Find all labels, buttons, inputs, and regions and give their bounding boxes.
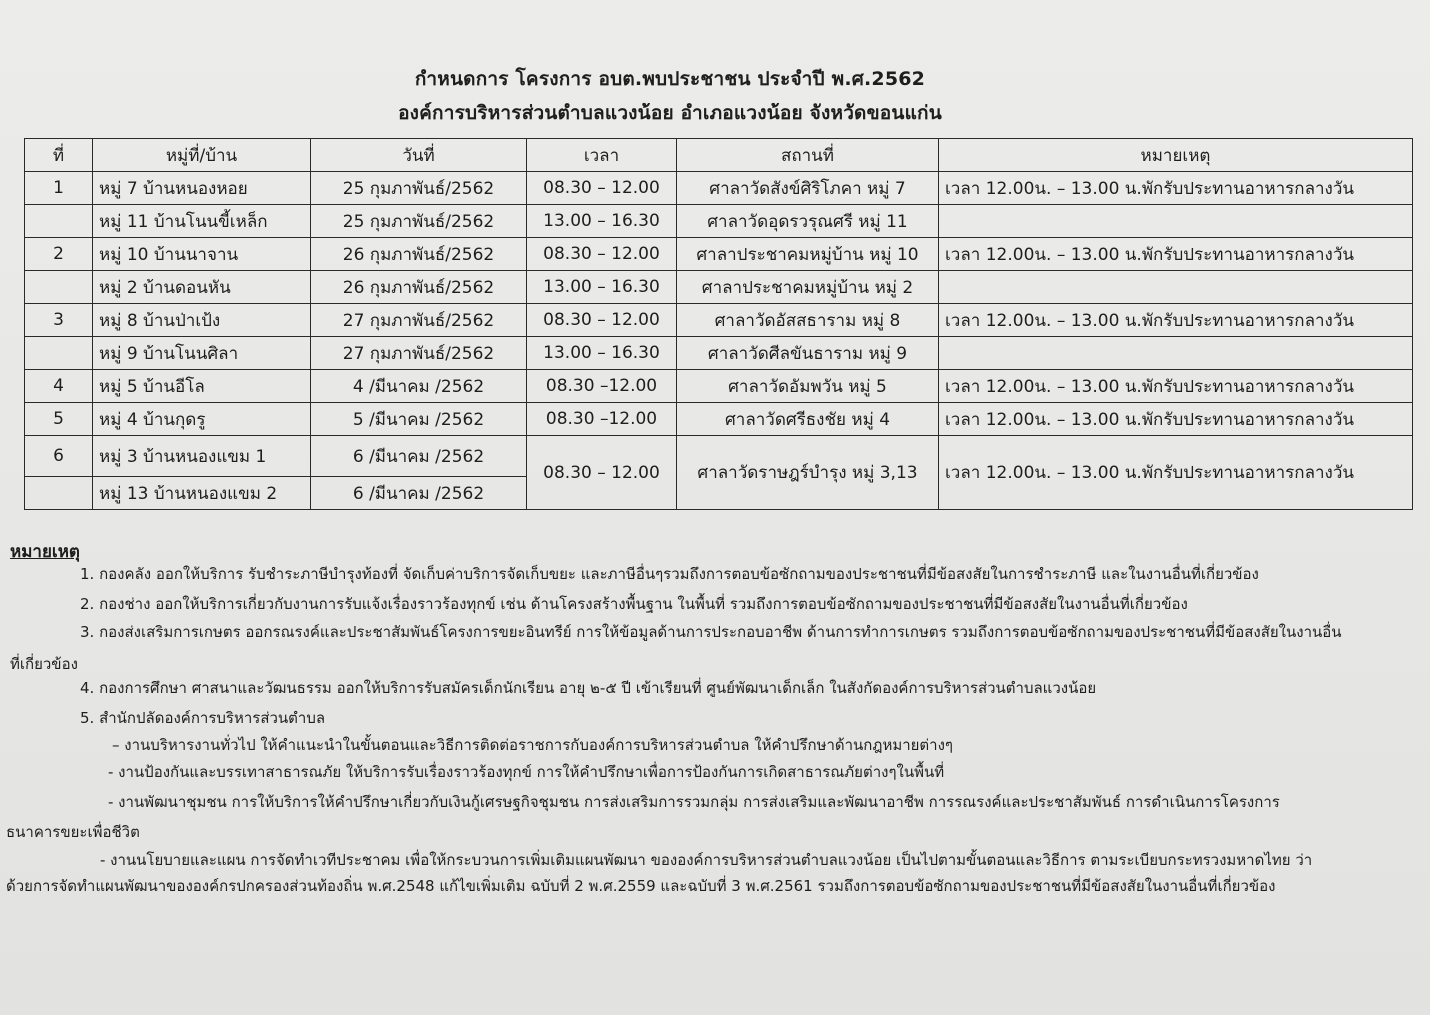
cell-no xyxy=(25,337,93,370)
note-item-3-cont: ที่เกี่ยวข้อง xyxy=(10,655,78,673)
note-subitem-general: – งานบริหารงานทั่วไป ให้คำแนะนำในขั้นตอนและวิธีการติดต่อราชการกับองค์การบริหารส่วนตำบล ให้คำปรึกษาด้านกฎหมายต่างๆ xyxy=(112,736,953,754)
cell-date: 4 /มีนาคม /2562 xyxy=(311,370,527,403)
cell-date: 6 /มีนาคม /2562 xyxy=(311,436,527,477)
table-row xyxy=(25,370,1413,403)
cell-place: ศาลาวัดศรีธงชัย หมู่ 4 xyxy=(677,403,939,436)
cell-place: ศาลาวัดราษฎร์บำรุง หมู่ 3,13 xyxy=(677,436,939,510)
cell-time: 08.30 – 12.00 xyxy=(527,436,677,510)
cell-time: 13.00 – 16.30 xyxy=(527,337,677,370)
cell-place: ศาลาวัดสังข์ศิริโภคา หมู่ 7 xyxy=(677,172,939,205)
cell-place: ศาลาวัดอุดรวรุณศรี หมู่ 11 xyxy=(677,205,939,238)
table-header-row xyxy=(25,139,1413,172)
note-subitem-disaster: - งานป้องกันและบรรเทาสาธารณภัย ให้บริการรับเรื่องราวร้องทุกข์ การให้คำปรึกษาเพื่อการป้องกันการเกิดสาธารณภัยต่างๆในพื้นที่ xyxy=(108,763,945,781)
table-row xyxy=(25,337,1413,370)
cell-note: เวลา 12.00น. – 13.00 น.พักรับประทานอาหารกลางวัน xyxy=(939,370,1413,403)
table-row xyxy=(25,436,1413,477)
cell-village: หมู่ 11 บ้านโนนขี้เหล็ก xyxy=(93,205,311,238)
cell-no: 2 xyxy=(25,238,93,271)
note-subitem-community: - งานพัฒนาชุมชน การให้บริการให้คำปรึกษาเกี่ยวกับเงินกู้เศรษฐกิจชุมชน การส่งเสริมการรวมกลุ่ม การส่งเสริมและพัฒนาอาชีพ การรณรงค์และประชาสัมพันธ์ การดำเนินการโครงการ xyxy=(108,793,1280,811)
cell-time: 13.00 – 16.30 xyxy=(527,271,677,304)
header-date: วันที่ xyxy=(311,139,527,172)
header-village: หมู่ที่/บ้าน xyxy=(93,139,311,172)
cell-note: เวลา 12.00น. – 13.00 น.พักรับประทานอาหารกลางวัน xyxy=(939,436,1413,510)
document-title: กำหนดการ โครงการ อบต.พบประชาชน ประจำปี พ.ศ.2562 xyxy=(414,68,926,90)
cell-date: 25 กุมภาพันธ์/2562 xyxy=(311,172,527,205)
note-item-1: 1. กองคลัง ออกให้บริการ รับชำระภาษีบำรุงท้องที่ จัดเก็บค่าบริการจัดเก็บขยะ และภาษีอื่นๆรวมถึงการตอบข้อซักถามของประชาชนที่มีข้อสงสัยในการชำระภาษี และในงานอื่นที่เกี่ยวข้อง xyxy=(80,565,1259,583)
note-subitem-community-cont: ธนาคารขยะเพื่อชีวิต xyxy=(6,823,140,841)
cell-note: เวลา 12.00น. – 13.00 น.พักรับประทานอาหารกลางวัน xyxy=(939,172,1413,205)
table-row xyxy=(25,172,1413,205)
cell-village: หมู่ 4 บ้านกุดรู xyxy=(93,403,311,436)
table-row xyxy=(25,271,1413,304)
cell-village: หมู่ 5 บ้านอีโล xyxy=(93,370,311,403)
cell-place: ศาลาประชาคมหมู่บ้าน หมู่ 10 xyxy=(677,238,939,271)
note-item-5: 5. สำนักปลัดองค์การบริหารส่วนตำบล xyxy=(80,709,326,727)
cell-date: 27 กุมภาพันธ์/2562 xyxy=(311,337,527,370)
cell-time: 08.30 –12.00 xyxy=(527,370,677,403)
cell-village: หมู่ 2 บ้านดอนหัน xyxy=(93,271,311,304)
cell-time: 13.00 – 16.30 xyxy=(527,205,677,238)
table-row xyxy=(25,304,1413,337)
cell-date: 26 กุมภาพันธ์/2562 xyxy=(311,271,527,304)
cell-note xyxy=(939,271,1413,304)
table-row xyxy=(25,205,1413,238)
cell-no xyxy=(25,271,93,304)
cell-time: 08.30 –12.00 xyxy=(527,403,677,436)
cell-place: ศาลาวัดอัสสธาราม หมู่ 8 xyxy=(677,304,939,337)
cell-date: 26 กุมภาพันธ์/2562 xyxy=(311,238,527,271)
cell-no xyxy=(25,205,93,238)
cell-no xyxy=(25,477,93,510)
note-item-2: 2. กองช่าง ออกให้บริการเกี่ยวกับงานการรับแจ้งเรื่องราวร้องทุกข์ เช่น ด้านโครงสร้างพื้นฐาน ในพื้นที่ รวมถึงการตอบข้อซักถามของประชาชนที่มีข้อสงสัยในงานอื่นที่เกี่ยวข้อง xyxy=(80,595,1188,613)
header-time: เวลา xyxy=(527,139,677,172)
cell-village: หมู่ 3 บ้านหนองแขม 1 xyxy=(93,436,311,477)
cell-no: 4 xyxy=(25,370,93,403)
header-place: สถานที่ xyxy=(677,139,939,172)
cell-note: เวลา 12.00น. – 13.00 น.พักรับประทานอาหารกลางวัน xyxy=(939,403,1413,436)
cell-place: ศาลาประชาคมหมู่บ้าน หมู่ 2 xyxy=(677,271,939,304)
header-note: หมายเหตุ xyxy=(939,139,1413,172)
cell-place: ศาลาวัดศีลขันธาราม หมู่ 9 xyxy=(677,337,939,370)
note-item-4: 4. กองการศึกษา ศาสนาและวัฒนธรรม ออกให้บริการรับสมัครเด็กนักเรียน อายุ ๒-๕ ปี เข้าเรียนที่ ศูนย์พัฒนาเด็กเล็ก ในสังกัดองค์การบริหารส่วนตำบลแวงน้อย xyxy=(80,679,1097,697)
cell-village: หมู่ 13 บ้านหนองแขม 2 xyxy=(93,477,311,510)
notes-heading: หมายเหตุ xyxy=(10,542,80,562)
cell-village: หมู่ 10 บ้านนาจาน xyxy=(93,238,311,271)
cell-village: หมู่ 8 บ้านป่าเป้ง xyxy=(93,304,311,337)
header-no: ที่ xyxy=(25,139,93,172)
document-subtitle: องค์การบริหารส่วนตำบลแวงน้อย อำเภอแวงน้อย จังหวัดขอนแก่น xyxy=(398,102,942,124)
cell-note: เวลา 12.00น. – 13.00 น.พักรับประทานอาหารกลางวัน xyxy=(939,238,1413,271)
cell-date: 25 กุมภาพันธ์/2562 xyxy=(311,205,527,238)
cell-no: 1 xyxy=(25,172,93,205)
cell-note xyxy=(939,205,1413,238)
table-row xyxy=(25,238,1413,271)
cell-no: 5 xyxy=(25,403,93,436)
cell-village: หมู่ 7 บ้านหนองหอย xyxy=(93,172,311,205)
cell-date: 5 /มีนาคม /2562 xyxy=(311,403,527,436)
cell-time: 08.30 – 12.00 xyxy=(527,238,677,271)
schedule-table xyxy=(24,138,1413,510)
cell-date: 27 กุมภาพันธ์/2562 xyxy=(311,304,527,337)
note-subitem-planning: - งานนโยบายและแผน การจัดทำเวทีประชาคม เพื่อให้กระบวนการเพิ่มเติมแผนพัฒนา ขององค์การบริหารส่วนตำบลแวงน้อย เป็นไปตามขั้นตอนและวิธีการ ตามระเบียบกระทรวงมหาดไทย ว่า xyxy=(100,851,1313,869)
cell-date: 6 /มีนาคม /2562 xyxy=(311,477,527,510)
cell-no: 6 xyxy=(25,436,93,477)
cell-time: 08.30 – 12.00 xyxy=(527,172,677,205)
cell-note xyxy=(939,337,1413,370)
note-subitem-planning-cont: ด้วยการจัดทำแผนพัฒนาขององค์กรปกครองส่วนท้องถิ่น พ.ศ.2548 แก้ไขเพิ่มเติม ฉบับที่ 2 พ.ศ.2559 และฉบับที่ 3 พ.ศ.2561 รวมถึงการตอบข้อซักถามของประชาชนที่มีข้อสงสัยในงานอื่นที่เกี่ยวข้อง xyxy=(6,877,1276,895)
table-row xyxy=(25,403,1413,436)
cell-village: หมู่ 9 บ้านโนนศิลา xyxy=(93,337,311,370)
cell-place: ศาลาวัดอัมพวัน หมู่ 5 xyxy=(677,370,939,403)
cell-note: เวลา 12.00น. – 13.00 น.พักรับประทานอาหารกลางวัน xyxy=(939,304,1413,337)
cell-time: 08.30 – 12.00 xyxy=(527,304,677,337)
note-item-3: 3. กองส่งเสริมการเกษตร ออกรณรงค์และประชาสัมพันธ์โครงการขยะอินทรีย์ การให้ข้อมูลด้านการประกอบอาชีพ ด้านการทำการเกษตร รวมถึงการตอบข้อซักถามของประชาชนที่มีข้อสงสัยในงานอื่น xyxy=(80,623,1342,641)
cell-no: 3 xyxy=(25,304,93,337)
